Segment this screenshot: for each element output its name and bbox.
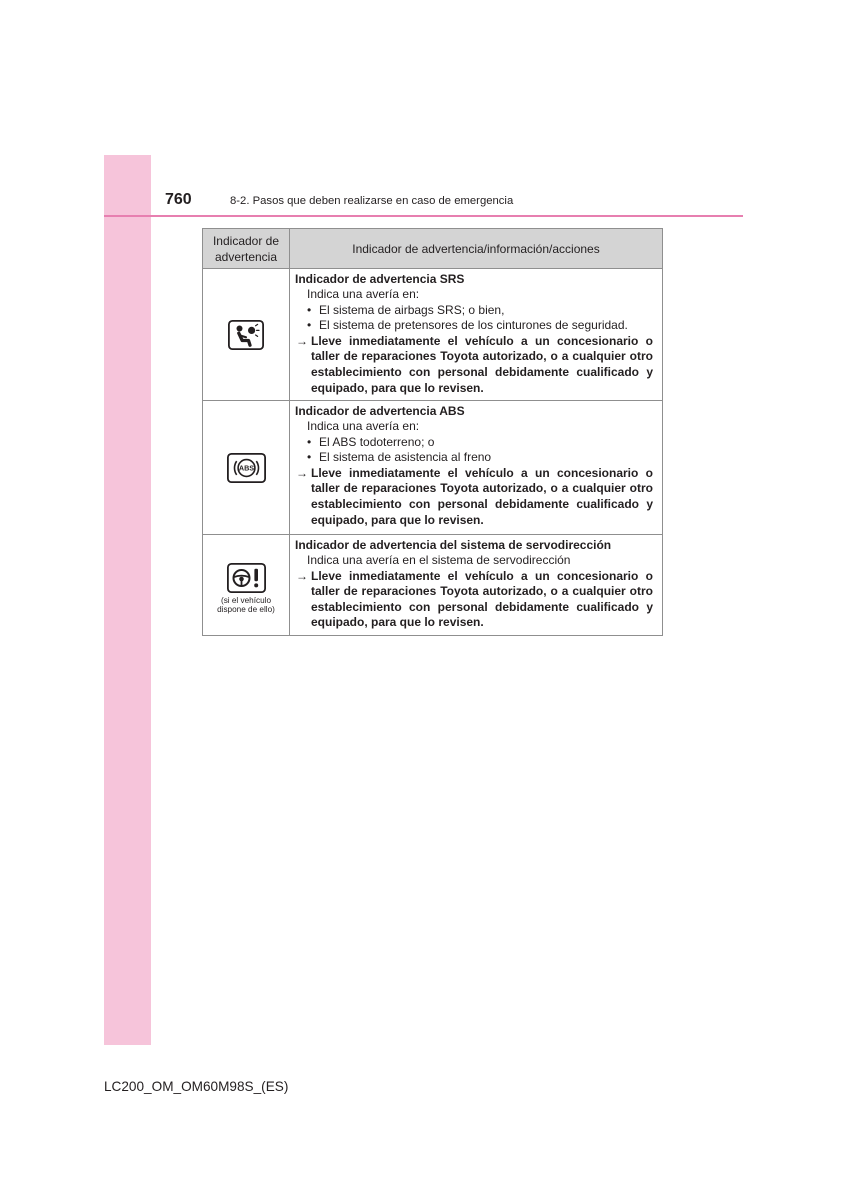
indicator-title: Indicador de advertencia del sistema de servodirección xyxy=(295,537,612,552)
list-item xyxy=(295,435,653,451)
indicator-cell xyxy=(203,269,290,400)
indicator-title: Indicador de advertencia ABS xyxy=(295,403,465,418)
bullet-icon: • xyxy=(307,450,312,465)
list-item xyxy=(295,450,653,466)
action-text: Lleve inmediatamente el vehículo a un concesionario o taller de reparaciones Toyota autorizado, o a cualquier otro establecimiento con personal debidamente cualificado y equipado, para que lo revisen. xyxy=(311,465,653,527)
list-item xyxy=(295,318,653,334)
warning-indicator-table xyxy=(202,228,663,636)
table-row xyxy=(203,268,662,400)
action-text: Lleve inmediatamente el vehículo a un concesionario o taller de reparaciones Toyota autorizado, o a cualquier otro establecimiento con personal debidamente cualificado y equipado, para que lo revisen. xyxy=(311,568,653,630)
list-item-text: El sistema de airbags SRS; o bien, xyxy=(319,302,505,317)
srs-airbag-warning-icon xyxy=(228,320,264,350)
list-item-text: El ABS todoterreno; o xyxy=(319,434,435,449)
bullet-icon: • xyxy=(307,302,312,317)
table-row xyxy=(203,534,662,635)
list-item-text: El sistema de pretensores de los cinturones de seguridad. xyxy=(319,318,628,333)
action-instruction xyxy=(295,569,653,631)
list-item xyxy=(295,303,653,319)
table-row xyxy=(203,400,662,534)
header-rule xyxy=(104,215,743,217)
bullet-icon: • xyxy=(307,434,312,449)
indicator-cell xyxy=(203,401,290,534)
indicator-cell xyxy=(203,535,290,635)
column-header-description: Indicador de advertencia/información/acciones xyxy=(352,241,600,256)
arrow-icon: → xyxy=(296,333,308,348)
bullet-icon: • xyxy=(307,318,312,333)
column-header-indicator: Indicador de advertencia xyxy=(203,229,290,268)
section-heading: 8-2. Pasos que deben realizarse en caso de emergencia xyxy=(230,195,514,207)
abs-warning-icon xyxy=(227,453,266,483)
table-header-row xyxy=(203,229,662,268)
action-instruction xyxy=(295,334,653,396)
indicator-intro: Indica una avería en: xyxy=(307,419,420,434)
arrow-icon: → xyxy=(296,568,308,583)
description-cell xyxy=(290,269,662,400)
arrow-icon: → xyxy=(296,465,308,480)
list-item-text: El sistema de asistencia al freno xyxy=(319,450,492,465)
action-instruction xyxy=(295,466,653,528)
description-cell xyxy=(290,401,662,534)
availability-note: (si el vehículo dispone de ello) xyxy=(217,596,275,614)
description-cell xyxy=(290,535,662,635)
power-steering-warning-icon xyxy=(227,563,266,593)
action-text: Lleve inmediatamente el vehículo a un concesionario o taller de reparaciones Toyota autorizado, o a cualquier otro establecimiento con personal debidamente cualificado y equipado, para que lo revisen. xyxy=(311,333,653,395)
document-code: LC200_OM_OM60M98S_(ES) xyxy=(104,1079,289,1094)
chapter-tab-sidebar xyxy=(104,155,151,1045)
indicator-title: Indicador de advertencia SRS xyxy=(295,271,465,286)
indicator-intro: Indica una avería en: xyxy=(307,287,420,302)
indicator-intro: Indica una avería en el sistema de servodirección xyxy=(307,553,571,568)
abs-icon-label: ABS xyxy=(238,463,254,473)
page-number: 760 xyxy=(165,191,192,208)
